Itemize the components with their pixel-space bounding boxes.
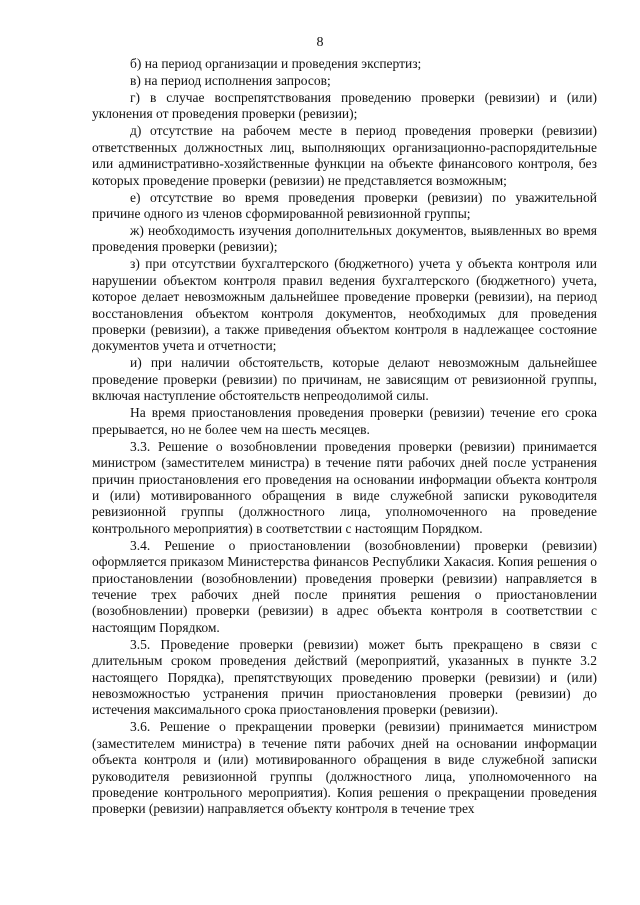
document-body bbox=[92, 56, 597, 818]
paragraph-item-i: и) при наличии обстоятельств, которые делают невозможным дальнейшее проведение проверки (ревизии) по причинам, не зависящим от ревизионной группы, включая наступление обстоятельств непреодолимой силы. bbox=[92, 355, 597, 404]
paragraph-3-5: 3.5. Проведение проверки (ревизии) может быть прекращено в связи с длительным сроком проведения действий (мероприятий, указанных в пункте 3.2 настоящего Порядка), препятствующих проведению проверки (ревизии) и (или) невозможностью устранения причин приостановления проверки (ревизии) до истечения максимального срока приостановления проверки (ревизии). bbox=[92, 636, 597, 718]
paragraph-suspension-term: На время приостановления проведения проверки (ревизии) течение его срока прерывается, но не более чем на шесть месяцев. bbox=[92, 405, 597, 437]
paragraph-item-g: г) в случае воспрепятствования проведению проверки (ревизии) и (или) уклонения от проведения проверки (ревизии); bbox=[92, 90, 597, 122]
paragraph-3-3: 3.3. Решение о возобновлении проведения проверки (ревизии) принимается министром (заместителем министра) в течение пяти рабочих дней после устранения причин приостановления его проведения на основании информации объекта контроля и (или) мотивированного обращения в виде служебной записки руководителя ревизионной группы (должностного лица, уполномоченного на проведение контрольного мероприятия) в соответствии с настоящим Порядком. bbox=[92, 438, 597, 536]
paragraph-3-4: 3.4. Решение о приостановлении (возобновлении) проверки (ревизии) оформляется приказом Министерства финансов Республики Хакасия. Копия решения о приостановлении (возобновлении) проведения проверки (ревизии) направляется в течение трех рабочих дней после принятия решения о приостановлении (возобновлении) проверки (ревизии) в адрес объекта контроля в соответствии с настоящим Порядком. bbox=[92, 537, 597, 635]
paragraph-item-v: в) на период исполнения запросов; bbox=[130, 73, 331, 88]
paragraph-item-e: е) отсутствие во время проведения проверки (ревизии) по уважительной причине одного из членов сформированной ревизионной группы; bbox=[92, 189, 597, 222]
paragraph-item-d: д) отсутствие на рабочем месте в период проведения проверки (ревизии) ответственных должностных лиц, выполняющих организационно-распорядительные или административно-хозяйственные функции на объекте финансового контроля, без которых проведение проверки (ревизии) не представляется возможным; bbox=[92, 123, 597, 188]
paragraph-item-z: з) при отсутствии бухгалтерского (бюджетного) учета у объекта контроля или нарушении объектом контроля правил ведения бухгалтерского (бюджетного) учета, которое делает невозможным дальнейшее проведение проверки (ревизии), на период восстановления объектом контроля документов, необходимых для проведения проверки (ревизии), а также приведения объектом контроля в надлежащее состояние документов учета и отчетности; bbox=[92, 256, 597, 354]
page-number: 8 bbox=[316, 35, 324, 50]
paragraph-3-6: 3.6. Решение о прекращении проверки (ревизии) принимается министром (заместителем министра) в течение пяти рабочих дней на основании информации объекта контроля и (или) мотивированного обращения в виде служебной записки руководителя ревизионной группы (должностного лица, уполномоченного на проведение контрольного мероприятия). Копия решения о прекращении проведения проверки (ревизии) направляется объекту контроля в течение трех bbox=[92, 719, 597, 817]
paragraph-item-zh: ж) необходимость изучения дополнительных документов, выявленных во время проведения проверки (ревизии); bbox=[92, 223, 597, 255]
paragraph-item-b: б) на период организации и проведения экспертиз; bbox=[130, 56, 422, 71]
